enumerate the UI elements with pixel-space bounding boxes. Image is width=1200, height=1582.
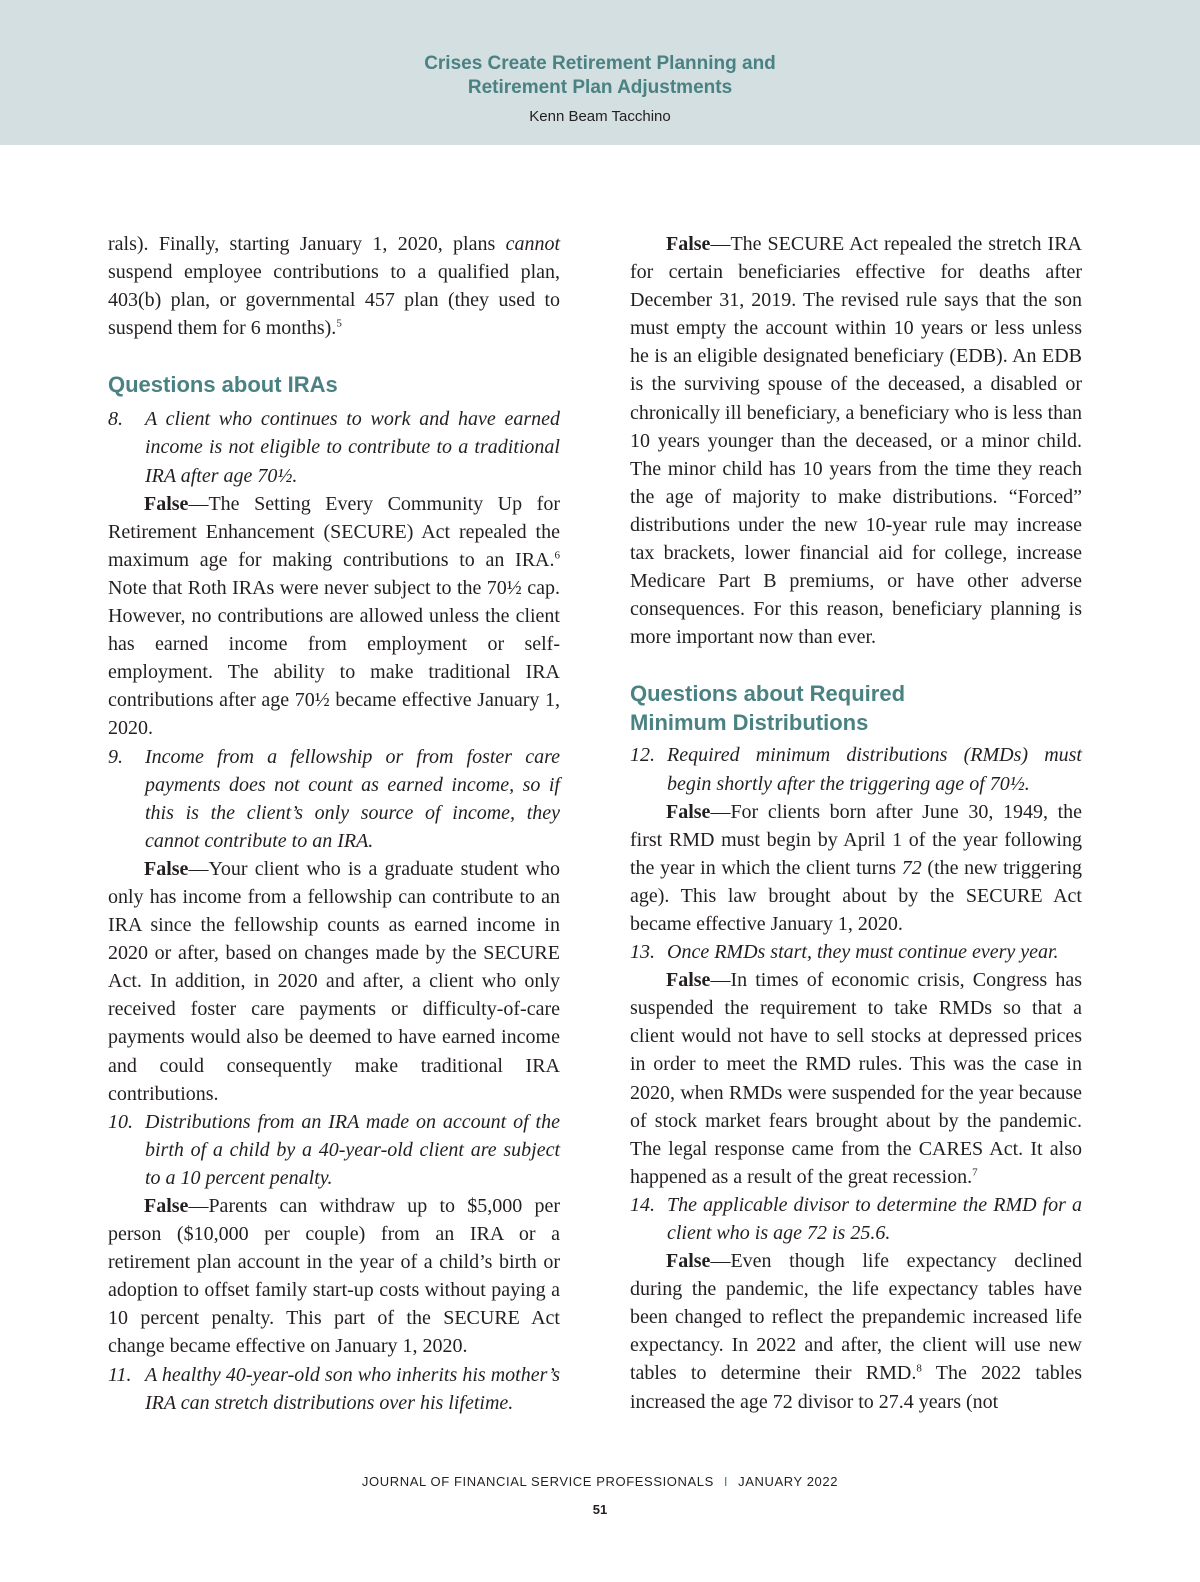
question-11: 11. A healthy 40-year-old son who inherits his mother’s IRA can stretch distributions over his lifetime. [108, 1363, 560, 1414]
question-14: 14. The applicable divisor to determine the RMD for a client who is age 72 is 25.6. [630, 1193, 1082, 1244]
footer-separator: I [723, 1474, 729, 1489]
footnote-ref: 8 [916, 1362, 922, 1375]
running-header [0, 0, 1200, 145]
running-footer [0, 1474, 1200, 1489]
question-8: 8. A client who continues to work and have earned income is not eligible to contribute to a traditional IRA after age 70½. [108, 408, 560, 487]
question-10: 10. Distributions from an IRA made on account of the birth of a child by a 40-year-old client are subject to a 10 percent penalty. [108, 1110, 560, 1189]
question-9: 9. Income from a fellowship or from foster care payments does not count as earned income, so if this is the client’s only source of income, they cannot contribute to an IRA. [108, 745, 560, 852]
footnote-ref: 5 [336, 317, 342, 330]
journal-name: JOURNAL OF FINANCIAL SERVICE PROFESSIONALS [361, 1474, 714, 1489]
section-heading-rmds: Questions about Required Minimum Distributions [630, 681, 906, 736]
intro-paragraph: rals). Finally, starting January 1, 2020, plans cannot suspend employee contributions to a qualified plan, 403(b) plan, or governmental 457 plan (they used to suspend them for 6 months).$^5$ [108, 233, 560, 340]
question-13: 13. Once RMDs start, they must continue every year. [630, 941, 1059, 964]
footnote-ref: 7 [972, 1166, 978, 1179]
footnote-ref: 6 [554, 549, 560, 562]
answer-8: False—The Setting Every Community Up for Retirement Enhancement (SECURE) Act repealed the maximum age for making contributions to an IRA.$^6$ Note that Roth IRAs were never subject to the 70½ cap. However, no contributions are allowed unless the client has earned income from employment or self-employment. The ability to make traditional IRA contributions after age 70½ became effective January 1, 2020. [108, 492, 560, 740]
running-author: Kenn Beam Tacchino [529, 108, 671, 125]
answer-14: False—Even though life expectancy declined during the pandemic, the life expectancy tables have been changed to reflect the prepandemic increased life expectancy. In 2022 and after, the client will use new tables to determine their RMD.$^8$ The 2022 tables increased the age 72 divisor to 27.4 years (not [630, 1250, 1082, 1413]
right-column [630, 230, 1082, 1416]
section-heading-iras: Questions about IRAs [108, 372, 338, 398]
left-column [108, 230, 560, 1417]
answer-9: False—Your client who is a graduate student who only has income from a fellowship can contribute to an IRA since the fellowship counts as earned income in 2020 or after, based on changes made by the SECURE Act. In addition, in 2020 and after, a client who only received foster care payments or difficulty-of-care payments would also be deemed to have earned income and could consequently make traditional IRA contributions. [108, 857, 560, 1105]
question-12: 12. Required minimum distributions (RMDs) must begin shortly after the triggering age of 70½. [630, 744, 1082, 795]
answer-10: False—Parents can withdraw up to $5,000 per person ($10,000 per couple) from an IRA or a retirement plan account in the year of a child’s birth or adoption to offset family start-up costs without paying a 10 percent penalty. This part of the SECURE Act change became effective on January 1, 2020. [108, 1195, 560, 1358]
answer-11: False—The SECURE Act repealed the stretch IRA for certain beneficiaries effective for deaths after December 31, 2019. The revised rule says that the son must empty the account within 10 years or less unless he is an eligible designated beneficiary (EDB). An EDB is the surviving spouse of the deceased, a disabled or chronically ill beneficiary, a beneficiary who is less than 10 years younger than the deceased, or a minor child. The minor child has 10 years from the time they reach the age of majority to make distributions. “Forced” distributions under the new 10-year rule may increase tax brackets, lower financial aid for college, increase Medicare Part B premiums, or have other adverse consequences. For this reason, beneficiary planning is more important now than ever. [630, 233, 1082, 649]
running-title-line-2: Retirement Plan Adjustments [467, 77, 733, 98]
running-title-line-1: Crises Create Retirement Planning and [424, 53, 776, 74]
running-title [0, 52, 1200, 100]
answer-12: False—For clients born after June 30, 1949, the first RMD must begin by April 1 of the year following the year in which the client turns 72 (the new triggering age). This law brought about by the SECURE Act became effective January 1, 2020. [630, 800, 1083, 935]
issue-date: JANUARY 2022 [738, 1474, 839, 1489]
answer-13: False—In times of economic crisis, Congress has suspended the requirement to take RMDs so that a client would not have to sell stocks at depressed prices in order to meet the RMD rules. This was the case in 2020, when RMDs were suspended for the year because of stock market fears brought about by the pandemic. The legal response came from the CARES Act. It also happened as a result of the great recession.$^7$ [630, 969, 1082, 1188]
page-number: 51 [592, 1502, 608, 1517]
